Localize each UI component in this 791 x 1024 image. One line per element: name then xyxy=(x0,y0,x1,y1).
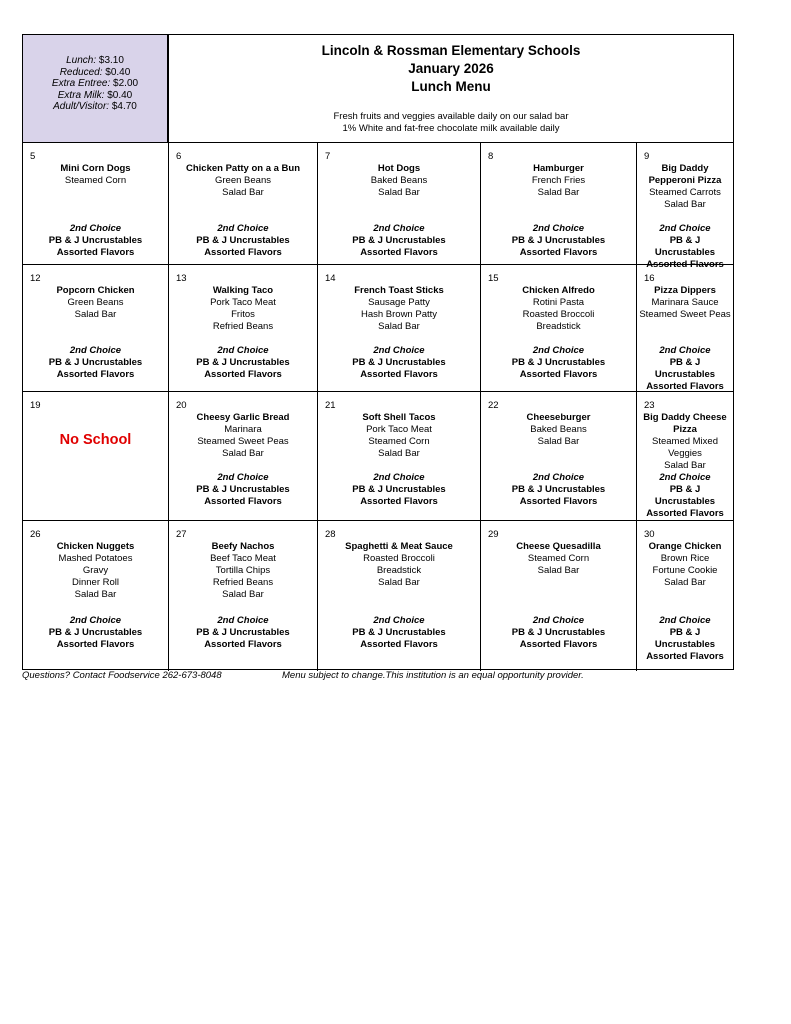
side-item: Rotini Pasta xyxy=(532,297,585,308)
second-choice-title: 2nd Choice xyxy=(217,223,269,234)
day-number: 12 xyxy=(30,273,41,284)
main-entree: Cheeseburger xyxy=(526,412,591,423)
main-entree: Pizza Dippers xyxy=(654,285,716,296)
day-cell xyxy=(317,265,480,391)
second-choice-flavors: Assorted Flavors xyxy=(360,247,438,258)
side-item: Gravy xyxy=(82,565,109,576)
side-item: Fortune Cookie xyxy=(652,565,718,576)
side-item: Salad Bar xyxy=(222,589,264,600)
second-choice-title: 2nd Choice xyxy=(659,223,711,234)
second-choice xyxy=(639,345,731,393)
second-choice-item: PB & J Uncrustables xyxy=(511,235,606,246)
second-choice-title: 2nd Choice xyxy=(217,615,269,626)
side-item: Pork Taco Meat xyxy=(366,424,432,435)
menu-month: January 2026 xyxy=(408,61,494,76)
price-line xyxy=(23,90,167,102)
second-choice-flavors: Assorted Flavors xyxy=(360,496,438,507)
second-choice-flavors: Assorted Flavors xyxy=(360,639,438,650)
second-choice-title: 2nd Choice xyxy=(532,615,585,626)
day-number: 22 xyxy=(488,400,499,411)
price-value: $0.40 xyxy=(105,66,131,78)
day-number: 9 xyxy=(644,151,650,162)
side-item: Salad Bar xyxy=(378,321,420,332)
price-line xyxy=(23,101,167,113)
side-item: Baked Beans xyxy=(370,175,428,186)
second-choice-flavors: Assorted Flavors xyxy=(646,381,724,392)
meal-content xyxy=(639,412,731,472)
second-choice-title: 2nd Choice xyxy=(532,223,585,234)
side-item: Salad Bar xyxy=(664,460,706,471)
second-choice-title: 2nd Choice xyxy=(659,615,711,626)
main-entree: Walking Taco xyxy=(212,285,274,296)
second-choice-flavors: Assorted Flavors xyxy=(646,259,724,270)
day-cell xyxy=(168,392,317,520)
second-choice-item: PB & J Uncrustables xyxy=(352,627,446,638)
second-choice xyxy=(483,345,634,381)
meal-content xyxy=(171,285,315,333)
week-row xyxy=(23,264,733,391)
day-number: 26 xyxy=(30,529,41,540)
side-item: Salad Bar xyxy=(74,309,117,320)
day-cell xyxy=(23,265,168,391)
second-choice-title: 2nd Choice xyxy=(659,345,711,356)
second-choice xyxy=(320,472,478,508)
side-item: Salad Bar xyxy=(664,199,706,210)
second-choice-item: PB & J Uncrustables xyxy=(352,235,446,246)
second-choice-title: 2nd Choice xyxy=(69,223,122,234)
day-number: 20 xyxy=(176,400,187,411)
second-choice-title: 2nd Choice xyxy=(373,615,425,626)
side-item: Green Beans xyxy=(215,175,271,186)
meal-content xyxy=(25,541,166,601)
second-choice-title: 2nd Choice xyxy=(217,345,269,356)
second-choice xyxy=(483,615,634,651)
second-choice xyxy=(171,615,315,651)
side-item: Fritos xyxy=(231,309,255,320)
side-item: Steamed Corn xyxy=(64,175,127,186)
day-number: 15 xyxy=(488,273,499,284)
week-row xyxy=(23,520,733,671)
second-choice xyxy=(639,615,731,663)
second-choice xyxy=(25,615,166,651)
second-choice xyxy=(171,345,315,381)
day-cell xyxy=(23,521,168,671)
side-item: Salad Bar xyxy=(74,589,117,600)
no-school-label: No School xyxy=(59,432,132,448)
salad-bar-note: Fresh fruits and veggies available daily on our salad bar xyxy=(333,111,569,122)
day-cell xyxy=(636,143,733,270)
side-item: Refried Beans xyxy=(212,577,274,588)
second-choice-title: 2nd Choice xyxy=(659,472,711,483)
menu-title: Lunch Menu xyxy=(411,79,491,94)
side-item: Pork Taco Meat xyxy=(210,297,276,308)
second-choice-item: PB & J Uncrustables xyxy=(48,627,143,638)
meal-content xyxy=(483,412,634,448)
meal-content xyxy=(171,541,315,601)
side-item: Marinara xyxy=(224,424,262,435)
side-item: Salad Bar xyxy=(378,187,420,198)
week-row xyxy=(23,142,733,270)
side-item: Marinara Sauce xyxy=(651,297,719,308)
day-cell xyxy=(168,143,317,264)
second-choice-flavors: Assorted Flavors xyxy=(56,639,135,650)
day-cell xyxy=(636,392,733,520)
day-number: 13 xyxy=(176,273,187,284)
side-item: Green Beans xyxy=(67,297,124,308)
price-label: Adult/Visitor: xyxy=(53,101,110,113)
second-choice-flavors: Assorted Flavors xyxy=(646,651,724,662)
second-choice-item: PB & J Uncrustables xyxy=(196,357,290,368)
second-choice-flavors: Assorted Flavors xyxy=(204,496,282,507)
second-choice xyxy=(25,345,166,381)
day-cell xyxy=(23,392,168,520)
side-item: French Fries xyxy=(531,175,586,186)
second-choice-title: 2nd Choice xyxy=(532,345,585,356)
day-number: 21 xyxy=(325,400,336,411)
side-item: Steamed Mixed Veggies xyxy=(651,436,718,459)
day-number: 14 xyxy=(325,273,336,284)
side-item: Salad Bar xyxy=(378,577,420,588)
day-number: 29 xyxy=(488,529,499,540)
second-choice-item: PB & J Uncrustables xyxy=(654,235,716,258)
price-label: Reduced: xyxy=(59,66,103,78)
second-choice-flavors: Assorted Flavors xyxy=(204,369,282,380)
second-choice-flavors: Assorted Flavors xyxy=(519,496,598,507)
meal-content xyxy=(320,541,478,589)
meal-content xyxy=(171,412,315,460)
price-value: $4.70 xyxy=(111,101,137,113)
day-cell xyxy=(480,392,636,520)
second-choice-item: PB & J Uncrustables xyxy=(48,357,143,368)
side-item: Salad Bar xyxy=(664,577,706,588)
main-entree: French Toast Sticks xyxy=(354,285,444,296)
side-item: Steamed Carrots xyxy=(649,187,721,198)
meal-content xyxy=(639,163,731,211)
second-choice-title: 2nd Choice xyxy=(373,472,425,483)
milk-note: 1% White and fat-free chocolate milk available daily xyxy=(342,123,560,134)
meal-content xyxy=(483,163,634,199)
side-item: Salad Bar xyxy=(537,187,580,198)
day-number: 6 xyxy=(176,151,182,162)
side-item: Steamed Corn xyxy=(527,553,590,564)
second-choice-item: PB & J Uncrustables xyxy=(48,235,143,246)
main-entree: Popcorn Chicken xyxy=(56,285,135,296)
meal-content xyxy=(483,285,634,333)
main-entree: Orange Chicken xyxy=(648,541,722,552)
day-number: 30 xyxy=(644,529,655,540)
price-value: $2.00 xyxy=(113,78,139,90)
second-choice-title: 2nd Choice xyxy=(532,472,585,483)
day-cell xyxy=(636,521,733,671)
side-item: Breadstick xyxy=(376,565,422,576)
side-item: Sausage Patty xyxy=(368,297,430,308)
main-entree: Beefy Nachos xyxy=(211,541,275,552)
lunch-menu-calendar xyxy=(22,34,734,670)
main-entree: Hot Dogs xyxy=(377,163,421,174)
side-item: Salad Bar xyxy=(222,448,264,459)
menu-header-row xyxy=(23,35,733,142)
main-entree: Big Daddy Cheese Pizza xyxy=(643,412,727,435)
main-entree: Soft Shell Tacos xyxy=(362,412,436,423)
day-number: 28 xyxy=(325,529,336,540)
second-choice-item: PB & J Uncrustables xyxy=(352,484,446,495)
side-item: Roasted Broccoli xyxy=(363,553,435,564)
second-choice-title: 2nd Choice xyxy=(217,472,269,483)
side-item: Steamed Corn xyxy=(368,436,430,447)
day-number: 27 xyxy=(176,529,187,540)
price-line xyxy=(23,78,167,90)
second-choice-flavors: Assorted Flavors xyxy=(56,369,135,380)
contact-footer: Questions? Contact Foodservice 262-673-8048 xyxy=(22,670,222,681)
disclaimer-footer: Menu subject to change.This institution is an equal opportunity provider. xyxy=(282,670,584,681)
second-choice xyxy=(171,223,315,259)
side-item: Steamed Sweet Peas xyxy=(197,436,289,447)
side-item: Beef Taco Meat xyxy=(210,553,276,564)
price-value: $3.10 xyxy=(98,55,124,66)
price-line xyxy=(23,55,167,67)
side-item: Mashed Potatoes xyxy=(58,553,133,564)
side-item: Baked Beans xyxy=(530,424,587,435)
meal-content xyxy=(171,163,315,199)
second-choice-item: PB & J Uncrustables xyxy=(196,484,290,495)
main-entree: Chicken Alfredo xyxy=(522,285,595,296)
day-number: 8 xyxy=(488,151,494,162)
main-entree: Big Daddy Pepperoni Pizza xyxy=(648,163,722,186)
price-label: Extra Entree: xyxy=(51,78,111,90)
day-number: 23 xyxy=(644,400,655,411)
side-item: Salad Bar xyxy=(537,565,580,576)
main-entree: Mini Corn Dogs xyxy=(60,163,131,174)
second-choice-flavors: Assorted Flavors xyxy=(56,247,135,258)
second-choice xyxy=(320,223,478,259)
day-number: 7 xyxy=(325,151,331,162)
second-choice-flavors: Assorted Flavors xyxy=(204,247,282,258)
side-item: Roasted Broccoli xyxy=(522,309,595,320)
second-choice xyxy=(639,472,731,520)
meal-content xyxy=(25,285,166,321)
second-choice-title: 2nd Choice xyxy=(373,223,425,234)
second-choice-item: PB & J Uncrustables xyxy=(196,235,290,246)
second-choice-item: PB & J Uncrustables xyxy=(511,484,606,495)
main-entree: Chicken Patty on a a Bun xyxy=(185,163,301,174)
school-name: Lincoln & Rossman Elementary Schools xyxy=(321,43,581,58)
day-cell xyxy=(317,143,480,264)
main-entree: Hamburger xyxy=(533,163,584,174)
day-cell xyxy=(480,143,636,264)
menu-header xyxy=(168,35,733,142)
main-entree: Chicken Nuggets xyxy=(56,541,135,552)
price-label: Extra Milk: xyxy=(57,89,105,101)
side-item: Brown Rice xyxy=(660,553,710,564)
day-number: 19 xyxy=(30,400,41,411)
day-cell xyxy=(168,265,317,391)
main-entree: Spaghetti & Meat Sauce xyxy=(345,541,453,552)
meal-content xyxy=(639,541,731,589)
side-item: Breadstick xyxy=(536,321,581,332)
side-item: Refried Beans xyxy=(212,321,274,332)
day-number: 5 xyxy=(30,151,36,162)
side-item: Dinner Roll xyxy=(72,577,119,588)
price-line xyxy=(23,67,167,79)
second-choice-flavors: Assorted Flavors xyxy=(519,369,598,380)
meal-content xyxy=(320,285,478,333)
day-cell xyxy=(168,521,317,671)
side-item: Salad Bar xyxy=(378,448,420,459)
second-choice-title: 2nd Choice xyxy=(69,615,122,626)
day-cell xyxy=(480,521,636,671)
second-choice-title: 2nd Choice xyxy=(69,345,122,356)
second-choice-flavors: Assorted Flavors xyxy=(360,369,438,380)
price-value: $0.40 xyxy=(107,89,133,101)
side-item: Tortilla Chips xyxy=(215,565,271,576)
main-entree: Cheesy Garlic Bread xyxy=(196,412,290,423)
side-item: Hash Brown Patty xyxy=(360,309,438,320)
day-cell xyxy=(636,265,733,391)
second-choice-item: PB & J Uncrustables xyxy=(654,484,716,507)
second-choice xyxy=(320,615,478,651)
second-choice xyxy=(320,345,478,381)
second-choice-item: PB & J Uncrustables xyxy=(196,627,290,638)
side-item: Salad Bar xyxy=(222,187,264,198)
price-label: Lunch: xyxy=(66,55,97,66)
meal-content xyxy=(320,412,478,460)
second-choice-item: PB & J Uncrustables xyxy=(654,357,716,380)
second-choice-flavors: Assorted Flavors xyxy=(519,247,598,258)
day-cell xyxy=(23,143,168,264)
second-choice-title: 2nd Choice xyxy=(373,345,425,356)
second-choice-item: PB & J Uncrustables xyxy=(352,357,446,368)
meal-content xyxy=(639,285,731,321)
second-choice-flavors: Assorted Flavors xyxy=(519,639,598,650)
second-choice-item: PB & J Uncrustables xyxy=(511,627,606,638)
side-item: Steamed Sweet Peas xyxy=(639,309,731,320)
second-choice-flavors: Assorted Flavors xyxy=(646,508,724,519)
meal-content xyxy=(483,541,634,577)
day-number: 16 xyxy=(644,273,655,284)
side-item: Salad Bar xyxy=(537,436,580,447)
price-box xyxy=(23,35,168,142)
second-choice-item: PB & J Uncrustables xyxy=(511,357,606,368)
second-choice xyxy=(25,223,166,259)
second-choice xyxy=(171,472,315,508)
second-choice xyxy=(483,472,634,508)
day-cell xyxy=(317,521,480,671)
second-choice-item: PB & J Uncrustables xyxy=(654,627,716,650)
main-entree: Cheese Quesadilla xyxy=(516,541,601,552)
meal-content xyxy=(320,163,478,199)
day-cell xyxy=(317,392,480,520)
week-row xyxy=(23,391,733,520)
day-cell xyxy=(480,265,636,391)
second-choice xyxy=(483,223,634,259)
second-choice-flavors: Assorted Flavors xyxy=(204,639,282,650)
meal-content xyxy=(25,163,166,187)
price-list xyxy=(23,55,167,113)
